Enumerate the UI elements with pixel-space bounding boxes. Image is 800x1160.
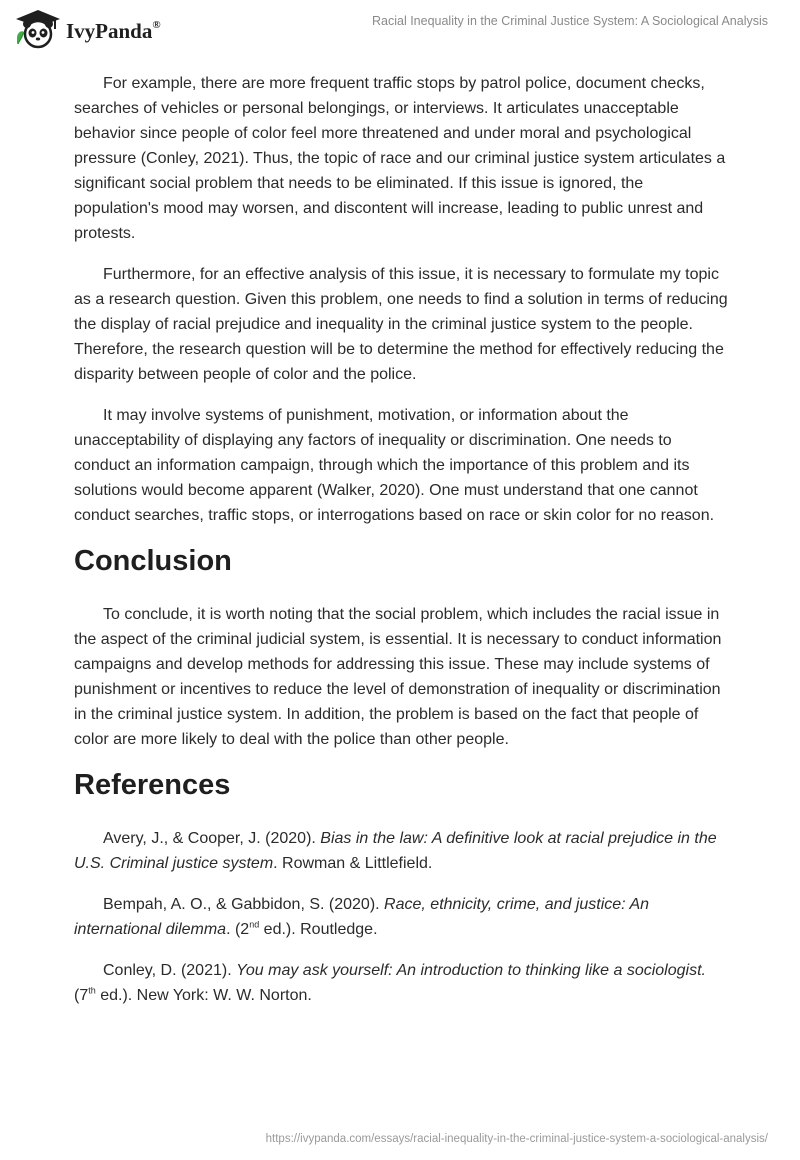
footer-url[interactable]: https://ivypanda.com/essays/racial-inequality-in-the-criminal-justice-system-a-sociological-analysis/ [265,1133,768,1145]
body-paragraph-2: Furthermore, for an effective analysis of this issue, it is necessary to formulate my topic as a research question. Given this problem, one needs to find a solution in terms of reducing the display of racial prejudice and inequality in the criminal justice system to the people. Therefore, the research question will be to determine the method for effectively reducing the disparity between people of color and the police. [74,266,728,383]
edition-superscript: nd [249,919,260,930]
references-heading: References [74,769,231,801]
reference-edition: (7 [74,987,89,1004]
edition-superscript: th [88,985,96,996]
reference-title: Bias in the law: A definitive look at racial prejudice in the U.S. Criminal justice system [74,830,717,872]
reference-publisher: ed.). New York: W. W. Norton. [95,987,312,1004]
reference-entry [74,892,728,942]
brand-name [66,19,161,44]
reference-publisher: . Rowman & Littlefield. [273,855,433,872]
essay-content [74,71,728,1024]
registered-mark: ® [152,18,161,31]
conclusion-paragraph: To conclude, it is worth noting that the social problem, which includes the racial issue in the aspect of the criminal judicial system, is essential. It is necessary to conduct information campaigns and develop methods for addressing this issue. These may include systems of punishment or incentives to reduce the level of demonstration of inequality or discrimination in the criminal justice system. In addition, the problem is based on the fact that people of color are more likely to deal with the police than other people. [74,606,722,748]
reference-publisher: ed.). Routledge. [259,921,378,938]
reference-title: You may ask yourself: An introduction to thinking like a sociologist. [236,962,706,979]
reference-authors: Avery, J., & Cooper, J. (2020). [103,830,321,847]
ivypanda-logo[interactable] [14,8,161,50]
body-paragraph-3: It may involve systems of punishment, motivation, or information about the unacceptability of displaying any factors of inequality or discrimination. One needs to conduct an information campaign, through which the importance of this problem and its solutions would become apparent (Walker, 2020). One must understand that one cannot conduct searches, traffic stops, or interrogations based on race or skin color for no reason. [74,407,715,524]
body-paragraph-1: For example, there are more frequent traffic stops by patrol police, document checks, searches of vehicles or personal belongings, or interviews. It articulates unacceptable behavior since people of color feel more threatened and under moral and psychological pressure (Conley, 2021). Thus, the topic of race and our criminal justice system articulates a significant social problem that needs to be eliminated. If this issue is ignored, the population's mood may worsen, and discontent will increase, leading to public unrest and protests. [74,75,726,242]
reference-title: Race, ethnicity, crime, and justice: An international dilemma [74,896,650,938]
page-header [0,0,800,60]
conclusion-heading: Conclusion [74,545,232,577]
panda-graduate-icon [14,8,62,50]
brand-label: IvyPanda [66,18,153,43]
reference-entry [74,958,728,1008]
reference-entry [74,826,728,876]
reference-authors: Bempah, A. O., & Gabbidon, S. (2020). [103,896,385,913]
reference-edition: . (2 [226,921,250,938]
document-title: Racial Inequality in the Criminal Justice System: A Sociological Analysis [371,14,768,28]
reference-authors: Conley, D. (2021). [103,962,237,979]
